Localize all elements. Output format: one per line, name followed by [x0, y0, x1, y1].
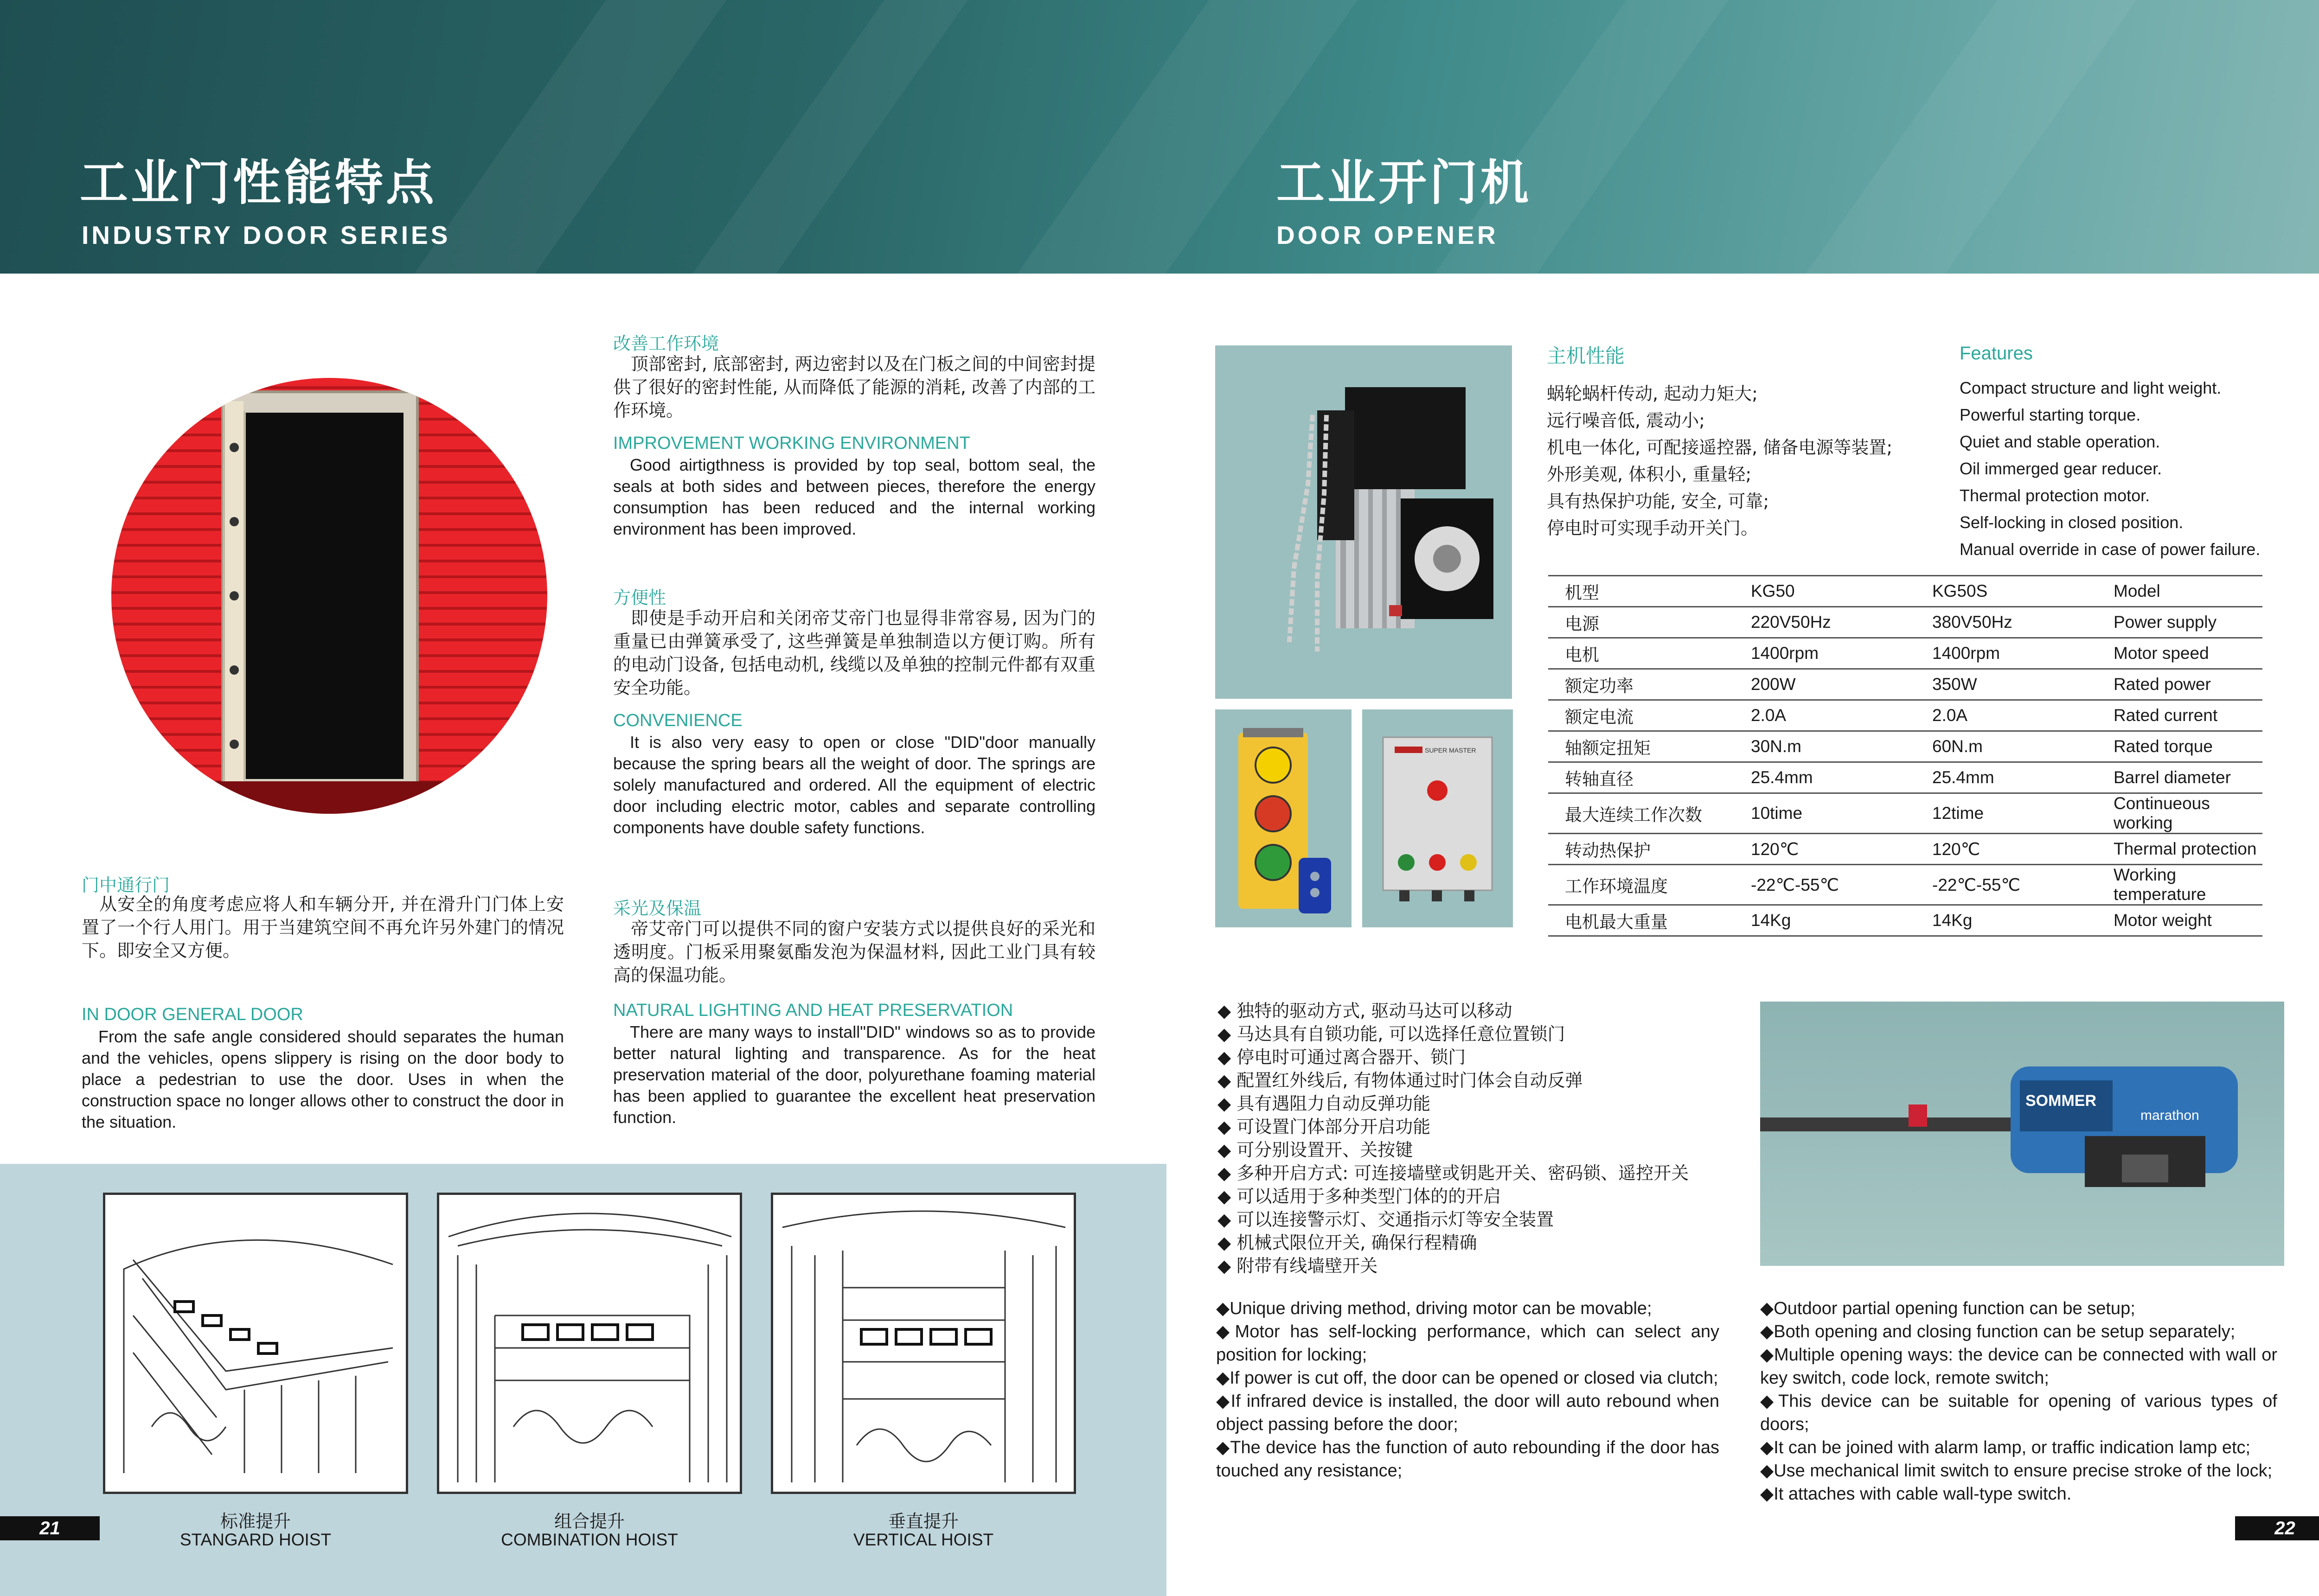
motor-photo: [1215, 345, 1512, 699]
light-heading-cn: 采光及保温: [613, 898, 702, 919]
spec-cell: 机型: [1548, 576, 1734, 607]
convenience-body-cn: 即使是手动开启和关闭帝艾帝门也显得非常容易, 因为门的重量已由弹簧承受了, 这些弹簧是单独制造以方便订购。所有的电动门设备, 包括电动机, 线缆以及单独的控制元件都有双重安全功能。: [613, 608, 1095, 698]
spec-cell: 额定电流: [1548, 700, 1734, 731]
main-perf-item: 远行噪音低, 震动小;: [1547, 410, 1705, 431]
table-row: [1548, 865, 2262, 905]
spec-cell: Rated torque: [2097, 731, 2262, 762]
vertical-hoist-drawing: [771, 1193, 1076, 1494]
list-item: ◆It attaches with cable wall-type switch.: [1760, 1484, 2072, 1504]
spec-cell: 350W: [1915, 669, 2097, 700]
door-heading-en: IN DOOR GENERAL DOOR: [82, 1005, 303, 1024]
spec-cell: 电源: [1548, 607, 1734, 638]
list-item: ◆ 机械式限位开关, 确保行程精确: [1217, 1232, 1477, 1253]
spec-cell: 60N.m: [1915, 731, 2097, 762]
page-number-right: 22: [2235, 1516, 2319, 1540]
list-item: ◆This device can be suitable for opening of various types of doors;: [1760, 1392, 2277, 1434]
spec-cell: 最大连续工作次数: [1548, 793, 1734, 834]
features-list: [1960, 375, 2319, 563]
spec-cell: 30N.m: [1734, 731, 1915, 762]
main-perf-heading: 主机性能: [1547, 345, 1625, 367]
list-item: ◆Both opening and closing function can be setup separately;: [1760, 1322, 2236, 1341]
door-body-cn: 从安全的角度考虑应将人和车辆分开, 并在滑升门门体上安置了一个行人用门。用于当建筑空间不再允许另外建门的情况下。即安全又方便。: [82, 894, 564, 961]
list-item: ◆ 可设置门体部分开启功能: [1217, 1117, 1431, 1137]
table-row: [1548, 638, 2262, 669]
list-item: ◆If power is cut off, the door can be opened or closed via clutch;: [1216, 1368, 1718, 1388]
hoist-caption-cn-2: 组合提升: [554, 1511, 625, 1532]
feature-item: Thermal protection motor.: [1960, 486, 2150, 505]
feature-item: Compact structure and light weight.: [1960, 378, 2222, 397]
spec-cell: 120℃: [1915, 834, 2097, 865]
spec-cell: 2.0A: [1915, 700, 2097, 731]
spec-cell: Power supply: [2097, 607, 2262, 638]
list-item: ◆ 停电时可通过离合器开、锁门: [1217, 1047, 1466, 1067]
feature-item: Powerful starting torque.: [1960, 405, 2141, 424]
list-item: ◆Outdoor partial opening function can be setup;: [1760, 1299, 2135, 1318]
light-body-cn: 帝艾帝门可以提供不同的窗户安装方式以提供良好的采光和透明度。门板采用聚氨酯发泡为保温材料, 因此工业门具有较高的保温功能。: [613, 919, 1095, 985]
door-heading-cn: 门中通行门: [82, 875, 170, 895]
sommer-opener-photo: [1760, 1002, 2284, 1266]
left-title-en: INDUSTRY DOOR SERIES: [82, 221, 451, 249]
spec-cell: 220V50Hz: [1734, 607, 1915, 638]
spec-cell: 转动热保护: [1548, 834, 1734, 865]
list-item: ◆If infrared device is installed, the door will auto rebound when object passing before the door;: [1216, 1392, 1719, 1434]
features-heading: Features: [1960, 343, 2033, 364]
spec-cell: 1400rpm: [1734, 638, 1915, 669]
spec-cell: 2.0A: [1734, 700, 1915, 731]
main-perf-item: 具有热保护功能, 安全, 可靠;: [1547, 491, 1769, 511]
feature-item: Manual override in case of power failure.: [1960, 540, 2261, 559]
spec-cell: 轴额定扭矩: [1548, 731, 1734, 762]
spec-cell: Rated power: [2097, 669, 2262, 700]
light-body-en: There are many ways to install"DID" windows so as to provide better natural lighting and transparence. As for the heat preservation material of the door, polyurethane foaming material has been applied to guarantee the excellent heat preservation function.: [613, 1022, 1095, 1127]
table-row: [1548, 762, 2262, 793]
spec-cell: 工作环境温度: [1548, 865, 1734, 905]
door-photo: [107, 373, 552, 818]
spec-cell: 12time: [1915, 793, 2097, 834]
spec-cell: Motor speed: [2097, 638, 2262, 669]
spec-cell: 额定功率: [1548, 669, 1734, 700]
hoist-caption-cn-3: 垂直提升: [888, 1511, 959, 1532]
spec-cell: 25.4mm: [1915, 762, 2097, 793]
right-title-en: DOOR OPENER: [1276, 221, 1499, 249]
control-box-photo: [1362, 709, 1513, 927]
combination-hoist-drawing: [437, 1193, 742, 1494]
sommer-model-label: marathon: [2140, 1108, 2199, 1123]
table-row: [1548, 669, 2262, 700]
hoist-caption-cn-1: 标准提升: [220, 1511, 291, 1532]
spec-cell: Rated current: [2097, 700, 2262, 731]
table-row: [1548, 793, 2262, 834]
improve-heading-en: IMPROVEMENT WORKING ENVIRONMENT: [613, 434, 970, 453]
main-perf-item: 机电一体化, 可配接遥控器, 储备电源等装置;: [1547, 437, 1893, 458]
control-brand-label: SUPER MASTER: [1425, 747, 1476, 754]
list-item: ◆Use mechanical limit switch to ensure precise stroke of the lock;: [1760, 1461, 2273, 1481]
en-bullets-left: [1216, 1297, 1719, 1482]
door-body-en: From the safe angle considered should separates the human and the vehicles, opens slippery is rising on the door body to place a pedestrian to use the door. Uses in when the construction space no longer allows other to construct the door in the situation.: [82, 1027, 564, 1131]
page-number-left: 21: [0, 1516, 100, 1540]
list-item: ◆The device has the function of auto rebounding if the door has touched any resistance;: [1216, 1438, 1719, 1481]
hoist-caption-en-2: COMBINATION HOIST: [501, 1530, 678, 1549]
convenience-heading-cn: 方便性: [613, 587, 666, 608]
feature-item: Self-locking in closed position.: [1960, 513, 2184, 532]
feature-item: Quiet and stable operation.: [1960, 432, 2160, 451]
sommer-brand-label: SOMMER: [2025, 1092, 2096, 1110]
list-item: ◆It can be joined with alarm lamp, or traffic indication lamp etc;: [1760, 1438, 2251, 1457]
specs-table: [1548, 575, 2262, 937]
improve-body-cn: 顶部密封, 底部密封, 两边密封以及在门板之间的中间密封提供了很好的密封性能, 从而降低了能源的消耗, 改善了内部的工作环境。: [613, 354, 1095, 421]
spec-cell: Barrel diameter: [2097, 762, 2262, 793]
table-row: [1548, 731, 2262, 762]
spec-cell: KG50: [1734, 576, 1915, 607]
list-item: ◆ 可分别设置开、关按键: [1217, 1140, 1413, 1160]
list-item: ◆ 独特的驱动方式, 驱动马达可以移动: [1217, 1001, 1512, 1021]
spec-cell: Working temperature: [2097, 865, 2262, 905]
spec-cell: 转轴直径: [1548, 762, 1734, 793]
improve-body-en: Good airtigthness is provided by top seal, bottom seal, the seals at both sides and between pieces, therefore the energy consumption has been reduced and the internal working environment has been improved.: [613, 455, 1095, 538]
list-item: ◆ 可以连接警示灯、交通指示灯等安全装置: [1217, 1209, 1554, 1230]
spec-cell: Motor weight: [2097, 905, 2262, 936]
spec-cell: 1400rpm: [1915, 638, 2097, 669]
convenience-body-en: It is also very easy to open or close "DID"door manually because the spring bears all the weight of door. The springs are solely manufactured and ordered. All the equipment of electric door including electric motor, cables and separate controlling components have double safety functions.: [613, 733, 1095, 837]
list-item: ◆ 可以适用于多种类型门体的的开启: [1217, 1186, 1501, 1207]
standard-hoist-drawing: [103, 1193, 408, 1494]
main-perf-item: 停电时可实现手动开关门。: [1547, 518, 1759, 538]
spec-cell: 380V50Hz: [1915, 607, 2097, 638]
spec-cell: KG50S: [1915, 576, 2097, 607]
table-row: [1548, 607, 2262, 638]
pushbutton-box-photo: [1215, 709, 1352, 927]
list-item: ◆Motor has self-locking performance, which can select any position for locking;: [1216, 1322, 1719, 1365]
table-row: [1548, 905, 2262, 936]
spec-cell: Continueous working: [2097, 793, 2262, 834]
main-perf-item: 外形美观, 体积小, 重量轻;: [1547, 464, 1752, 485]
hoist-caption-en-1: STANGARD HOIST: [179, 1530, 332, 1549]
spec-cell: 电机: [1548, 638, 1734, 669]
list-item: ◆ 马达具有自锁功能, 可以选择任意位置锁门: [1217, 1024, 1565, 1044]
table-row: [1548, 576, 2262, 607]
spec-cell: Thermal protection: [2097, 834, 2262, 865]
en-bullets-right: [1760, 1297, 2277, 1506]
spec-cell: 14Kg: [1734, 905, 1915, 936]
convenience-heading-en: CONVENIENCE: [613, 711, 743, 730]
spec-cell: -22℃-55℃: [1734, 865, 1915, 905]
left-title-cn: 工业门性能特点: [80, 154, 437, 211]
right-title-cn: 工业开门机: [1276, 154, 1532, 211]
table-row: [1548, 700, 2262, 731]
spec-cell: 120℃: [1734, 834, 1915, 865]
list-item: ◆Multiple opening ways: the device can be connected with wall or key switch, code lock, remote switch;: [1760, 1345, 2277, 1388]
spec-cell: 10time: [1734, 793, 1915, 834]
main-perf-item: 蜗轮蜗杆传动, 起动力矩大;: [1547, 383, 1758, 404]
table-row: [1548, 834, 2262, 865]
spec-cell: -22℃-55℃: [1915, 865, 2097, 905]
hoist-caption-en-3: VERTICAL HOIST: [853, 1530, 994, 1549]
improve-heading-cn: 改善工作环境: [613, 333, 719, 354]
feature-item: Oil immerged gear reducer.: [1960, 459, 2162, 478]
list-item: ◆ 配置红外线后, 有物体通过时门体会自动反弹: [1217, 1070, 1583, 1091]
list-item: ◆ 多种开启方式: 可连接墙壁或钥匙开关、密码锁、遥控开关: [1217, 1163, 1689, 1183]
spec-cell: 14Kg: [1915, 905, 2097, 936]
main-perf-list: [1547, 380, 1955, 542]
light-heading-en: NATURAL LIGHTING AND HEAT PRESERVATION: [613, 1001, 1013, 1020]
spec-cell: Model: [2097, 576, 2262, 607]
function-list-cn: [1217, 999, 1742, 1277]
spec-cell: 200W: [1734, 669, 1915, 700]
spec-cell: 电机最大重量: [1548, 905, 1734, 936]
list-item: ◆Unique driving method, driving motor can be movable;: [1216, 1299, 1652, 1318]
spec-cell: 25.4mm: [1734, 762, 1915, 793]
list-item: ◆ 具有遇阻力自动反弹功能: [1217, 1093, 1431, 1114]
list-item: ◆ 附带有线墙壁开关: [1217, 1256, 1378, 1276]
